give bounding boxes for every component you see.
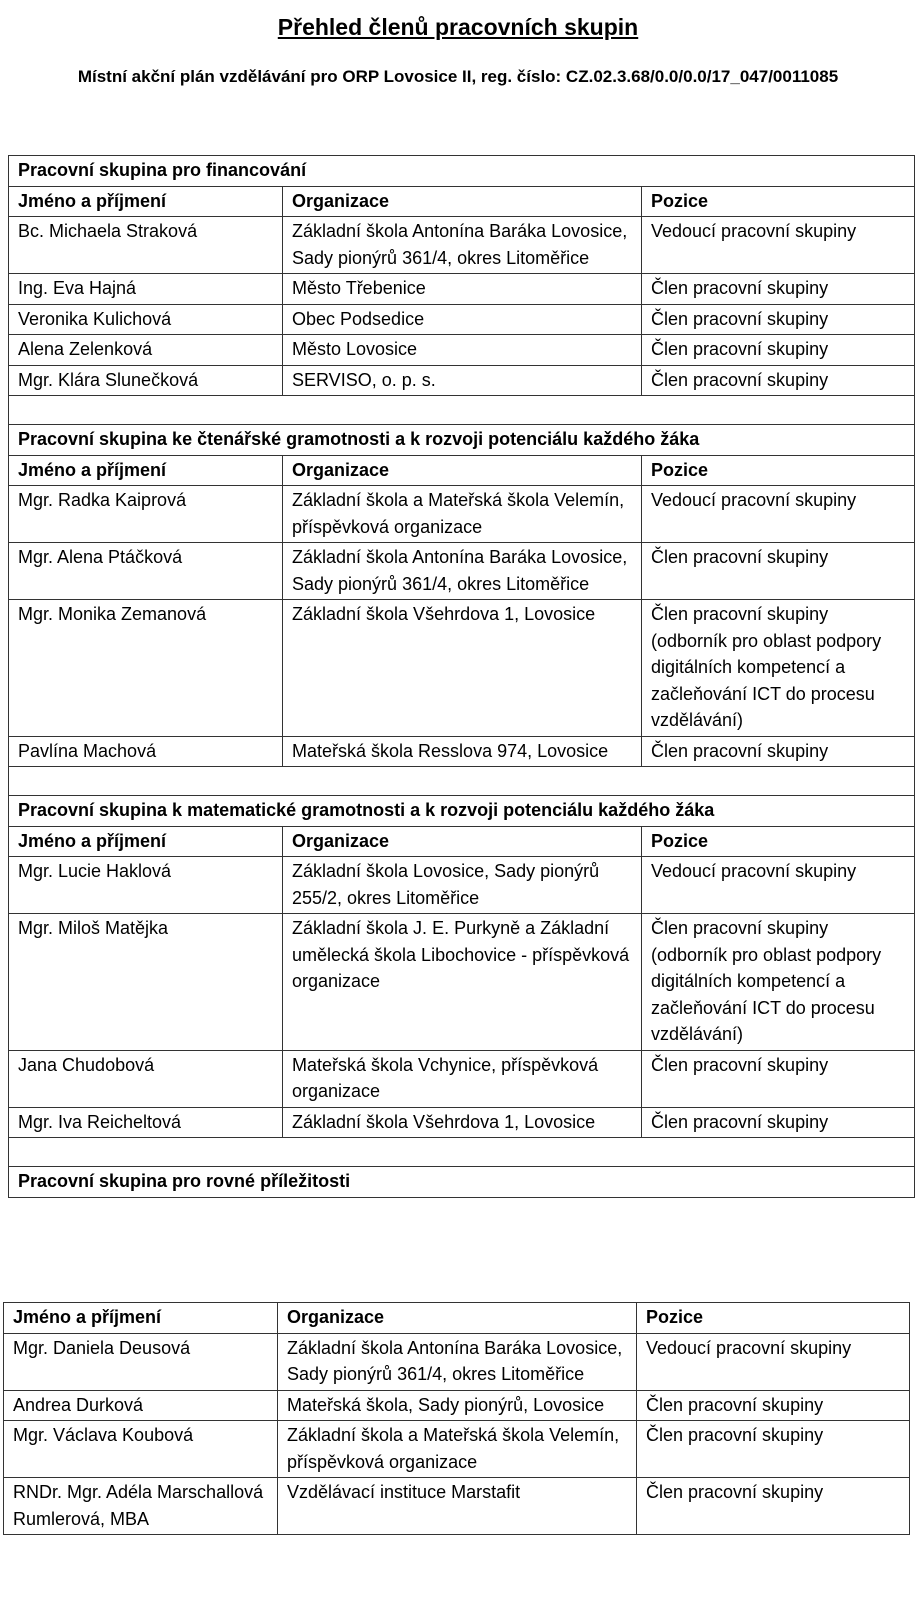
table-row [9, 486, 915, 543]
member-organization: Základní škola Antonína Baráka Lovosice, Sady pionýrů 361/4, okres Litoměřice [283, 217, 642, 274]
column-header-name: Jméno a příjmení [9, 186, 283, 217]
group-title: Pracovní skupina pro rovné příležitosti [9, 1167, 915, 1198]
member-organization: Město Třebenice [283, 274, 642, 305]
member-name: RNDr. Mgr. Adéla Marschallová Rumlerová, MBA [4, 1478, 278, 1535]
member-organization: Základní škola Všehrdova 1, Lovosice [283, 600, 642, 737]
table-row [4, 1333, 910, 1390]
member-name: Mgr. Alena Ptáčková [9, 543, 283, 600]
column-header-organization: Organizace [283, 186, 642, 217]
member-organization: Základní škola Lovosice, Sady pionýrů 255/2, okres Litoměřice [283, 857, 642, 914]
member-position: Vedoucí pracovní skupiny [637, 1333, 910, 1390]
table-row [9, 736, 915, 767]
table-row [9, 217, 915, 274]
column-header-row [4, 1303, 910, 1334]
member-name: Mgr. Daniela Deusová [4, 1333, 278, 1390]
document-title: Přehled členů pracovních skupin [277, 14, 639, 40]
column-header-row [9, 826, 915, 857]
table-row [9, 335, 915, 366]
table-row [4, 1478, 910, 1535]
member-name: Mgr. Klára Slunečková [9, 365, 283, 396]
member-name: Pavlína Machová [9, 736, 283, 767]
spacer-row [9, 1138, 915, 1167]
group-title-row [9, 796, 915, 827]
member-name: Mgr. Radka Kaiprová [9, 486, 283, 543]
member-position: Člen pracovní skupiny [642, 736, 915, 767]
spacer-row [9, 767, 915, 796]
member-name: Bc. Michaela Straková [9, 217, 283, 274]
member-name: Veronika Kulichová [9, 304, 283, 335]
member-organization: Základní škola Antonína Baráka Lovosice, Sady pionýrů 361/4, okres Litoměřice [283, 543, 642, 600]
table-row [9, 1050, 915, 1107]
column-header-position: Pozice [637, 1303, 910, 1334]
member-position: Člen pracovní skupiny [642, 274, 915, 305]
column-header-organization: Organizace [278, 1303, 637, 1334]
table-row [9, 274, 915, 305]
member-organization: Vzdělávací instituce Marstafit [278, 1478, 637, 1535]
members-table [8, 155, 915, 1198]
member-organization: Základní škola a Mateřská škola Velemín, příspěvková organizace [283, 486, 642, 543]
member-name: Ing. Eva Hajná [9, 274, 283, 305]
column-header-position: Pozice [642, 455, 915, 486]
member-position: Člen pracovní skupiny [642, 543, 915, 600]
column-header-organization: Organizace [283, 455, 642, 486]
member-position: Člen pracovní skupiny [642, 335, 915, 366]
table-row [4, 1390, 910, 1421]
group-title: Pracovní skupina pro financování [9, 156, 915, 187]
member-organization: Základní škola a Mateřská škola Velemín, příspěvková organizace [278, 1421, 637, 1478]
member-name: Mgr. Monika Zemanová [9, 600, 283, 737]
member-name: Alena Zelenková [9, 335, 283, 366]
member-organization: Základní škola Všehrdova 1, Lovosice [283, 1107, 642, 1138]
member-name: Andrea Durková [4, 1390, 278, 1421]
table-row [4, 1421, 910, 1478]
member-organization: Mateřská škola Vchynice, příspěvková organizace [283, 1050, 642, 1107]
column-header-row [9, 455, 915, 486]
table-row [9, 365, 915, 396]
member-name: Mgr. Václava Koubová [4, 1421, 278, 1478]
member-position: Člen pracovní skupiny [642, 304, 915, 335]
member-name: Mgr. Miloš Matějka [9, 914, 283, 1051]
member-organization: Obec Podsedice [283, 304, 642, 335]
member-position: Člen pracovní skupiny (odborník pro oblast podpory digitálních kompetencí a začleňování ICT do procesu vzdělávání) [642, 600, 915, 737]
document-subtitle: Místní akční plán vzdělávání pro ORP Lovosice II, reg. číslo: CZ.02.3.68/0.0/0.0/17_047/0011085 [77, 67, 839, 86]
member-name: Jana Chudobová [9, 1050, 283, 1107]
column-header-row [9, 186, 915, 217]
member-position: Vedoucí pracovní skupiny [642, 217, 915, 274]
member-position: Vedoucí pracovní skupiny [642, 857, 915, 914]
member-position: Člen pracovní skupiny [642, 1107, 915, 1138]
group-title: Pracovní skupina k matematické gramotnosti a k rozvoji potenciálu každého žáka [9, 796, 915, 827]
spacer-row [9, 396, 915, 425]
column-header-name: Jméno a příjmení [4, 1303, 278, 1334]
member-position: Člen pracovní skupiny [637, 1421, 910, 1478]
member-position: Člen pracovní skupiny [637, 1390, 910, 1421]
table-row [9, 1107, 915, 1138]
member-organization: Základní škola Antonína Baráka Lovosice, Sady pionýrů 361/4, okres Litoměřice [278, 1333, 637, 1390]
column-header-name: Jméno a příjmení [9, 826, 283, 857]
table-row [9, 543, 915, 600]
member-position: Vedoucí pracovní skupiny [642, 486, 915, 543]
column-header-position: Pozice [642, 186, 915, 217]
member-name: Mgr. Lucie Haklová [9, 857, 283, 914]
table-row [9, 914, 915, 1051]
member-position: Člen pracovní skupiny (odborník pro oblast podpory digitálních kompetencí a začleňování ICT do procesu vzdělávání) [642, 914, 915, 1051]
column-header-organization: Organizace [283, 826, 642, 857]
group-title-row [9, 156, 915, 187]
column-header-name: Jméno a příjmení [9, 455, 283, 486]
member-organization: Město Lovosice [283, 335, 642, 366]
group-title-row [9, 1167, 915, 1198]
member-organization: Základní škola J. E. Purkyně a Základní umělecká škola Libochovice - příspěvková organizace [283, 914, 642, 1051]
group-title-row [9, 425, 915, 456]
member-organization: Mateřská škola, Sady pionýrů, Lovosice [278, 1390, 637, 1421]
table-row [9, 304, 915, 335]
column-header-position: Pozice [642, 826, 915, 857]
member-name: Mgr. Iva Reicheltová [9, 1107, 283, 1138]
member-organization: Mateřská škola Resslova 974, Lovosice [283, 736, 642, 767]
members-table-continued [3, 1302, 910, 1535]
group-title: Pracovní skupina ke čtenářské gramotnosti a k rozvoji potenciálu každého žáka [9, 425, 915, 456]
member-position: Člen pracovní skupiny [637, 1478, 910, 1535]
table-row [9, 857, 915, 914]
spacer-cell [9, 396, 915, 425]
member-position: Člen pracovní skupiny [642, 1050, 915, 1107]
spacer-cell [9, 767, 915, 796]
table-row [9, 600, 915, 737]
member-position: Člen pracovní skupiny [642, 365, 915, 396]
member-organization: SERVISO, o. p. s. [283, 365, 642, 396]
spacer-cell [9, 1138, 915, 1167]
